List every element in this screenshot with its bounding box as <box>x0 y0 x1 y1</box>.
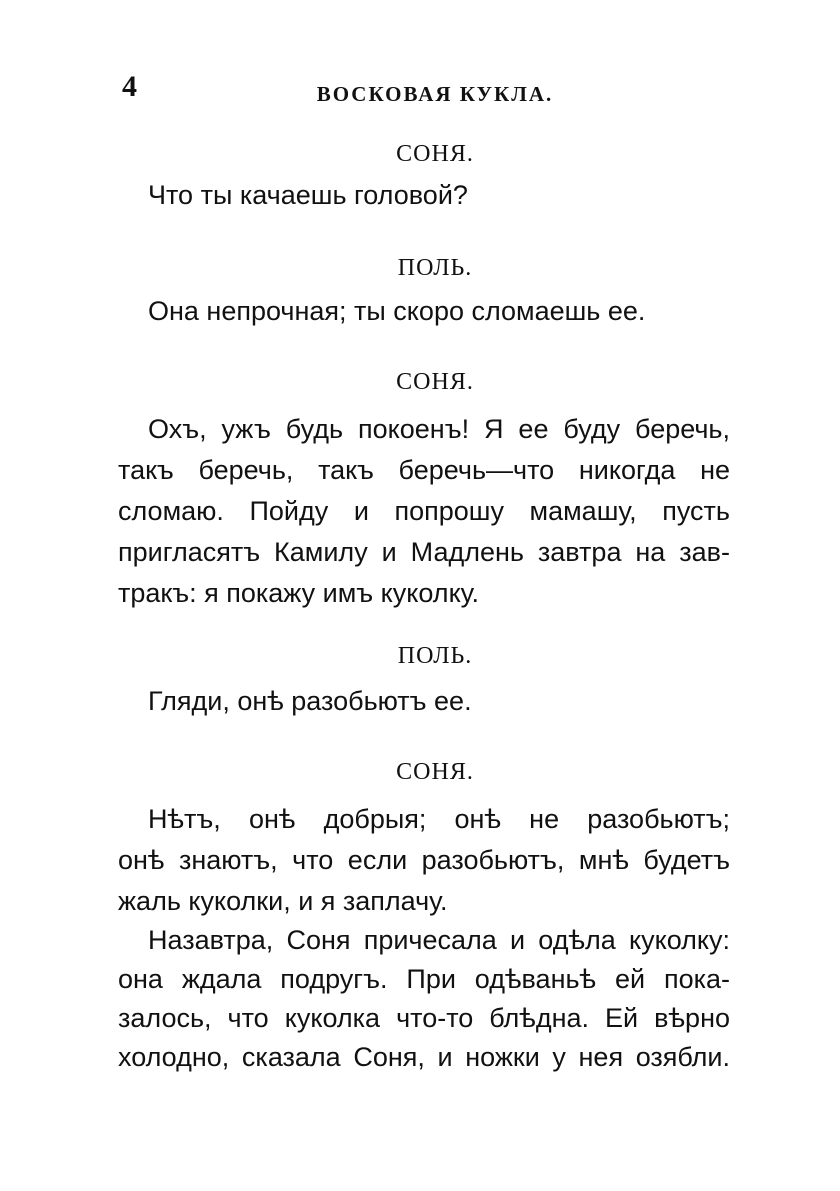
dialogue-line: жаль куколки, и я заплачу. <box>118 886 448 916</box>
dialogue-line: Что ты качаешь головой? <box>148 180 468 210</box>
dialogue-line: пригласятъ Камилу и Мадлень завтра на зав- <box>118 537 730 567</box>
dialogue-line: онѣ знаютъ, что если разобьютъ, мнѣ будетъ <box>118 845 730 875</box>
page-number: 4 <box>122 70 137 103</box>
dialogue-line: тракъ: я покажу имъ куколку. <box>118 578 479 608</box>
dialogue-line: Нѣтъ, онѣ добрыя; онѣ не разобьютъ; <box>148 804 730 834</box>
running-title: ВОСКОВАЯ КУКЛА. <box>316 82 554 106</box>
dialogue-line: такъ беречь, такъ беречь—что никогда не <box>118 455 730 485</box>
dialogue-line: Гляди, онѣ разобьютъ ее. <box>148 686 472 716</box>
speaker-label: СОНЯ. <box>396 369 474 395</box>
narration-line: холодно, сказала Соня, и ножки у нея озябли. <box>118 1042 730 1072</box>
narration-line: залось, что куколка что-то блѣдна. Ей вѣрно <box>118 1003 730 1033</box>
dialogue-line: Охъ, ужъ будь покоенъ! Я ее буду беречь, <box>148 414 730 444</box>
speaker-label: СОНЯ. <box>396 141 474 167</box>
speaker-label: СОНЯ. <box>396 759 474 785</box>
speaker-label: ПОЛЬ. <box>397 255 473 281</box>
speaker-label: ПОЛЬ. <box>397 643 473 669</box>
dialogue-line: сломаю. Пойду и попрошу мамашу, пусть <box>118 496 730 526</box>
narration-line: Назавтра, Соня причесала и одѣла куколку: <box>148 925 730 955</box>
dialogue-line: Она непрочная; ты скоро сломаешь ее. <box>148 296 646 326</box>
narration-line: она ждала подругъ. При одѣваньѣ ей пока- <box>118 964 730 994</box>
